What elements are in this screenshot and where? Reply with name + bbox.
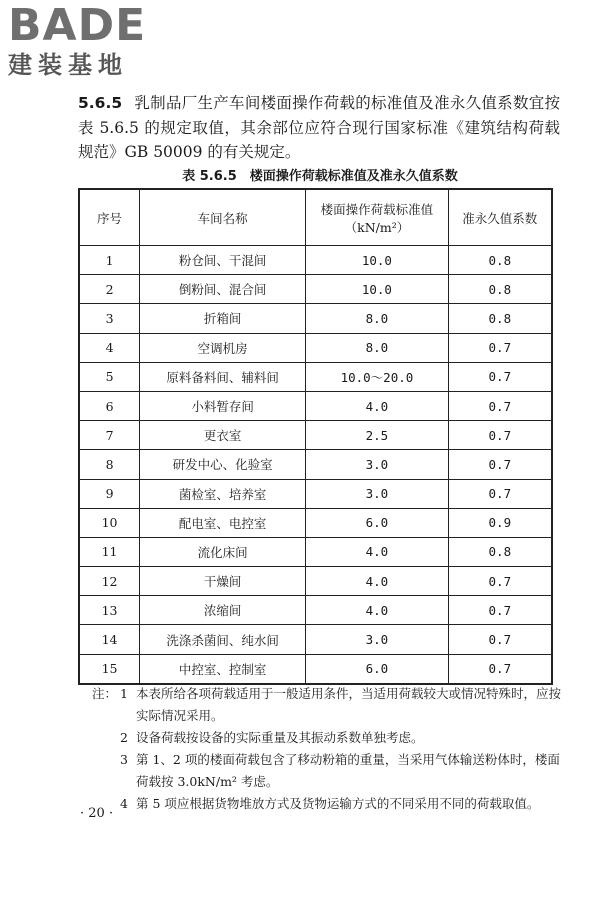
cell-no: 14 (79, 625, 140, 654)
logo (8, 0, 198, 84)
table-row (79, 537, 552, 566)
table-row (79, 625, 552, 654)
cell-no: 11 (79, 537, 140, 566)
note-number: 1 (120, 686, 128, 701)
cell-no: 8 (79, 450, 140, 479)
note-item (92, 749, 562, 793)
cell-name: 粉仓间、干混间 (140, 246, 306, 275)
cell-no: 13 (79, 596, 140, 625)
cell-coef: 0.7 (448, 654, 552, 684)
cell-name: 倒粉间、混合间 (140, 275, 306, 304)
cell-no: 5 (79, 362, 140, 391)
table-row (79, 246, 552, 275)
header-load (306, 189, 448, 246)
cell-load: 8.0 (306, 333, 448, 362)
load-table (78, 188, 553, 685)
table-row (79, 567, 552, 596)
note-number: 4 (120, 796, 128, 811)
table-row (79, 304, 552, 333)
table-row (79, 362, 552, 391)
cell-load: 3.0 (306, 625, 448, 654)
page-number: · 20 · (80, 806, 114, 821)
cell-load: 10.0 (306, 275, 448, 304)
note-item (92, 793, 562, 815)
cell-load: 4.0 (306, 596, 448, 625)
header-load-unit: （kN/m²） (344, 219, 410, 235)
cell-load: 4.0 (306, 391, 448, 420)
cell-no: 10 (79, 508, 140, 537)
note-item (92, 683, 562, 727)
cell-no: 3 (79, 304, 140, 333)
cell-coef: 0.8 (448, 275, 552, 304)
cell-load: 6.0 (306, 508, 448, 537)
table-row (79, 421, 552, 450)
section-paragraph (78, 91, 560, 165)
note-number: 2 (120, 730, 128, 745)
note-text: 设备荷载按设备的实际重量及其振动系数单独考虑。 (136, 730, 424, 745)
cell-name: 菌检室、培养室 (140, 479, 306, 508)
cell-name: 折箱间 (140, 304, 306, 333)
cell-name: 浓缩间 (140, 596, 306, 625)
cell-name: 小料暂存间 (140, 391, 306, 420)
cell-coef: 0.7 (448, 450, 552, 479)
cell-name: 更衣室 (140, 421, 306, 450)
cell-no: 7 (79, 421, 140, 450)
cell-load: 4.0 (306, 567, 448, 596)
note-lead (92, 727, 120, 749)
cell-no: 2 (79, 275, 140, 304)
cell-coef: 0.7 (448, 421, 552, 450)
cell-load: 3.0 (306, 479, 448, 508)
cell-no: 4 (79, 333, 140, 362)
table-row (79, 654, 552, 684)
note-number: 3 (120, 752, 128, 767)
cell-coef: 0.8 (448, 304, 552, 333)
header-name: 车间名称 (140, 189, 306, 246)
cell-name: 流化床间 (140, 537, 306, 566)
cell-load: 8.0 (306, 304, 448, 333)
note-lead (92, 749, 120, 793)
cell-load: 2.5 (306, 421, 448, 450)
cell-name: 配电室、电控室 (140, 508, 306, 537)
table-row (79, 450, 552, 479)
cell-coef: 0.7 (448, 596, 552, 625)
table-row (79, 391, 552, 420)
section-text: 乳制品厂生产车间楼面操作荷载的标准值及准永久值系数宜按表 5.6.5 的规定取值，其余部位应符合现行国家标准《建筑结构荷载规范》GB 50009 的有关规定。 (78, 94, 560, 161)
table-row (79, 479, 552, 508)
table-row (79, 596, 552, 625)
cell-name: 原料备料间、辅料间 (140, 362, 306, 391)
cell-no: 9 (79, 479, 140, 508)
cell-load: 10.0～20.0 (306, 362, 448, 391)
table-row (79, 333, 552, 362)
logo-mark: BADE (8, 0, 147, 51)
table-row (79, 275, 552, 304)
cell-no: 6 (79, 391, 140, 420)
cell-coef: 0.7 (448, 625, 552, 654)
cell-coef: 0.7 (448, 567, 552, 596)
cell-name: 研发中心、化验室 (140, 450, 306, 479)
cell-no: 1 (79, 246, 140, 275)
note-text: 第 5 项应根据货物堆放方式及货物运输方式的不同采用不同的荷载取值。 (136, 796, 540, 811)
cell-coef: 0.9 (448, 508, 552, 537)
section-number: 5.6.5 (78, 94, 123, 112)
note-text: 本表所给各项荷载适用于一般适用条件，当适用荷载较大或情况特殊时，应按实际情况采用。 (136, 686, 562, 723)
cell-name: 中控室、控制室 (140, 654, 306, 684)
cell-name: 干燥间 (140, 567, 306, 596)
table-row (79, 508, 552, 537)
table-header-row (79, 189, 552, 246)
cell-name: 空调机房 (140, 333, 306, 362)
cell-load: 3.0 (306, 450, 448, 479)
cell-coef: 0.7 (448, 391, 552, 420)
logo-subtitle: 建装基地 (8, 51, 128, 79)
header-load-line1: 楼面操作荷载标准值 (320, 201, 434, 217)
cell-coef: 0.7 (448, 333, 552, 362)
note-text: 第 1、2 项的楼面荷载包含了移动粉箱的重量，当采用气体输送粉体时，楼面荷载按 3.0kN/m² 考虑。 (136, 752, 560, 789)
header-coef: 准永久值系数 (448, 189, 552, 246)
cell-load: 6.0 (306, 654, 448, 684)
cell-no: 15 (79, 654, 140, 684)
cell-coef: 0.7 (448, 479, 552, 508)
cell-coef: 0.8 (448, 246, 552, 275)
cell-load: 4.0 (306, 537, 448, 566)
cell-coef: 0.8 (448, 537, 552, 566)
cell-load: 10.0 (306, 246, 448, 275)
cell-no: 12 (79, 567, 140, 596)
cell-coef: 0.7 (448, 362, 552, 391)
note-item (92, 727, 562, 749)
header-no: 序号 (79, 189, 140, 246)
table-caption: 表 5.6.5 楼面操作荷载标准值及准永久值系数 (182, 169, 458, 184)
note-lead: 注： (92, 686, 118, 701)
notes (92, 683, 562, 815)
cell-name: 洗涤杀菌间、纯水间 (140, 625, 306, 654)
